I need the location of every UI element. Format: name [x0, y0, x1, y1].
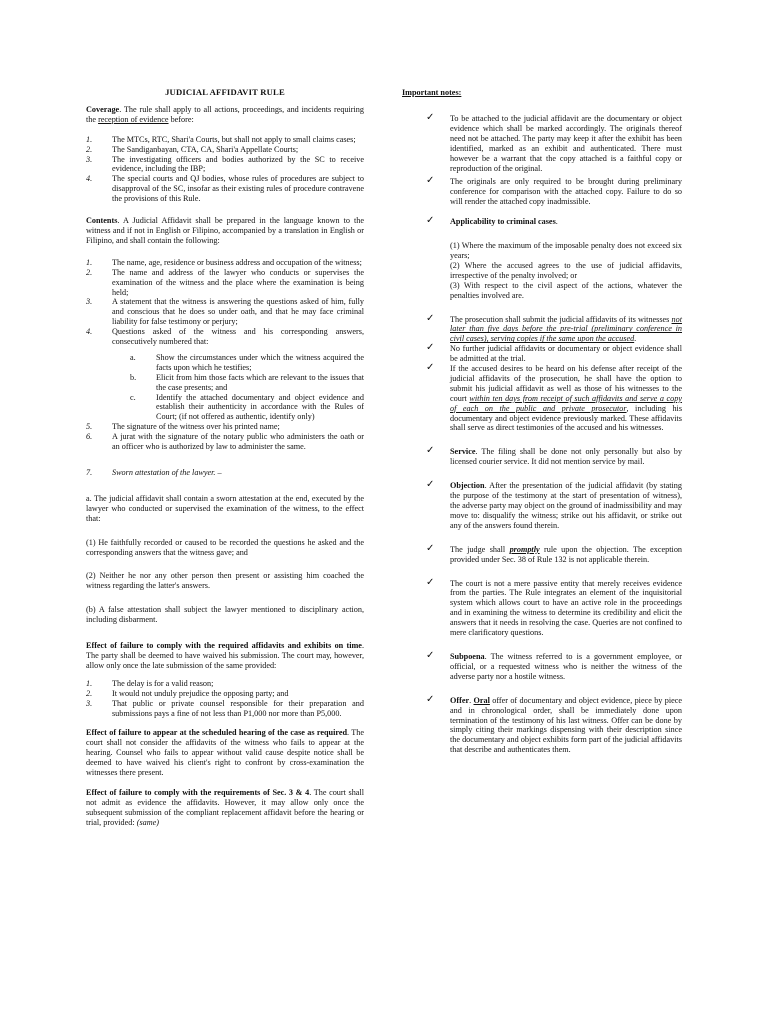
list-item: 7. Sworn attestation of the lawyer. –: [86, 468, 222, 477]
note-item: ✓ The judge shall promptly rule upon the objection. The exception provided under Sec. 38 of Rule 132 is not applicable therein.: [426, 542, 683, 564]
list-item: 4. The special courts and QJ bodies, whose rules of procedures are subject to disapproval of the SC, insofar as their existing rules of procedure contravene the provisions of this Rule.: [86, 174, 364, 204]
contents-label: Contents: [86, 216, 118, 226]
effect-failure-appear: Effect of failure to appear at the scheduled hearing of the case as required. The court shall not consider the affidavits of the witness who fails to appear at the hearing. Counsel who fails to appear without valid cause despite notice shall be deemed to have waived his client's right to confront by cross-examination the witnesses there present.: [86, 728, 364, 778]
list-item: 1. The delay is for a valid reason;: [86, 678, 214, 688]
criminal-condition: (1) Where the maximum of the imposable penalty does not exceed six years;: [450, 241, 682, 260]
list-item: 1. The name, age, residence or business address and occupation of the witness;: [86, 257, 362, 267]
note-item: ✓ Applicability to criminal cases.: [426, 215, 558, 227]
notes-label: Important notes:: [402, 88, 462, 97]
list-item: 3. That public or private counsel responsible for their preparation and submissions pays a fine of not less than P1,000 nor more than P5,000.: [86, 698, 364, 718]
attestation-b: (b) A false attestation shall subject the lawyer mentioned to disciplinary action, including disbarment.: [86, 605, 364, 625]
list-item: 2. The Sandiganbayan, CTA, CA, Shari'a Appellate Courts;: [86, 144, 299, 154]
list-item: b. Elicit from him those facts which are relevant to the issues that the case presents; and: [130, 372, 364, 392]
list-item: c. Identify the attached documentary and object evidence and establish their authenticity in accordance with the Rules of Court; (if not offered as authentic, identify only): [130, 392, 364, 422]
check-icon: ✓: [426, 649, 435, 661]
effect-late-submission: Effect of failure to comply with the required affidavits and exhibits on time. The party shall be deemed to have waived his submission. The court may, however, allow only once the late submission of the same provided:: [86, 641, 364, 670]
list-item: 5. The signature of the witness over his printed name;: [86, 422, 280, 432]
list-item: 4. Questions asked of the witness and his corresponding answers, consecutively numbered that:: [86, 327, 364, 347]
note-item: ✓ The prosecution shall submit the judicial affidavits of its witnesses not later than five days before the pre-trial (preliminary conference in civil cases), serving copies if the same upon the accused.: [426, 312, 682, 344]
check-icon: ✓: [426, 312, 435, 324]
attestation-1: (1) He faithfully recorded or caused to be recorded the questions he asked and the corresponding answers that the witness gave; and: [86, 537, 364, 557]
sub-list: [130, 353, 364, 422]
check-icon: ✓: [426, 542, 435, 554]
contents-paragraph: Contents. A Judicial Affidavit shall be prepared in the language known to the witness and if not in English or Filipino, accompanied by a translation in English or Filipino, and shall contain the following:: [86, 216, 364, 245]
check-icon: ✓: [426, 479, 435, 491]
list-item: 3. The investigating officers and bodies authorized by the SC to receive evidence, including the IBP;: [86, 154, 364, 174]
left-column: [86, 88, 364, 828]
note-item: ✓ Offer. Oral offer of documentary and object evidence, piece by piece and in chronological order, shall be immediately done upon termination of the testimony of his last witness. Offer can be done by simply citing their markings dispensing with their description since the documentary and object exhibits form part of the judicial affidavits that describe and authenticates them.: [426, 693, 683, 755]
note-item: ✓ To be attached to the judicial affidavit are the documentary or object evidence which shall be marked accordingly. The originals thereof need not be attached. The party may keep it after the exhibit has been identified, marked as an exhibit and authenticated. There must however be a warrant that the copy attached is a faithful copy or reproduction of the original.: [426, 112, 682, 173]
item-seven: [86, 468, 364, 478]
effect-failure-comply: Effect of failure to comply with the requirements of Sec. 3 & 4. The court shall not admit as evidence the affidavits. However, it may allow only once the subsequent submission of the compliant replacement affidavit before the hearing or trial, provided: (same): [86, 787, 364, 827]
contents-list-continued: [86, 422, 364, 452]
list-item: 6. A jurat with the signature of the notary public who administers the oath or an officer who is authorized by law to administer the same.: [86, 432, 364, 452]
contents-list: [86, 258, 364, 347]
note-item: ✓ The court is not a mere passive entity that merely receives evidence from the parties. The Rule integrates an element of the inquisitorial system which allows court to have an active role in the proceedings and in examining the witness to determine its credibility and elicit the answers that it needs in resolving the case. Queries are not confined to mere clarificatory questions.: [426, 576, 682, 638]
check-icon: ✓: [426, 215, 435, 227]
list-item: a. Show the circumstances under which the witness acquired the facts upon which he testifies;: [130, 352, 364, 372]
note-item: ✓ If the accused desires to be heard on his defense after receipt of the judicial affidavits of the prosecution, he shall have the option to submit his judicial affidavit as well as those of his witnesses to the court within ten days from receipt of such affidavits and serve a copy of each on the public and private prosecutor, including his documentary and object evidence previously marked. These affidavits shall serve as direct testimonies of the accused and his witnesses.: [426, 362, 683, 433]
check-icon: ✓: [426, 175, 435, 187]
list-item: 2. The name and address of the lawyer who conducts or supervises the examination of the witness and the place where the examination is being held;: [86, 267, 364, 297]
note-item: ✓ Subpoena. The witness referred to is a government employee, or official, or a requested witness who is neither the witness of the adverse party nor a hostile witness.: [426, 649, 682, 681]
check-icon: ✓: [426, 576, 435, 588]
right-column: [402, 88, 682, 755]
check-icon: ✓: [426, 445, 435, 457]
coverage-paragraph: Coverage. The rule shall apply to all actions, proceedings, and incidents requiring the reception of evidence before:: [86, 104, 364, 124]
criminal-condition: (3) With respect to the civil aspect of the actions, whatever the penalties involved are.: [450, 280, 682, 300]
effect-conditions-list: [86, 679, 364, 719]
check-icon: ✓: [426, 342, 435, 354]
list-item: 1. The MTCs, RTC, Shari'a Courts, but shall not apply to small claims cases;: [86, 134, 356, 144]
check-icon: ✓: [426, 693, 435, 705]
check-icon: ✓: [426, 362, 435, 374]
check-icon: ✓: [426, 112, 435, 123]
note-item: ✓ Objection. After the presentation of the judicial affidavit (by stating the purpose of the testimony at the start of presentation of witness), the adverse party may object on the ground of inadmissibility and may move to: disqualify the witness; strike out his affidavit, or strike out any of the answers found therein.: [426, 479, 682, 530]
note-item: ✓ No further judicial affidavits or documentary or object evidence shall be admitted at the trial.: [426, 342, 682, 364]
criminal-condition: (2) Where the accused agrees to the use of judicial affidavits, irrespective of the penalty involved; or: [450, 260, 682, 280]
page-title: JUDICIAL AFFIDAVIT RULE: [165, 87, 285, 97]
list-item: 2. It would not unduly prejudice the opposing party; and: [86, 688, 289, 698]
coverage-label: Coverage: [86, 104, 120, 114]
note-item: ✓ Service. The filing shall be done not only personally but also by licensed courier service. It did not mention service by mail.: [426, 445, 682, 467]
attestation-a: a. The judicial affidavit shall contain a sworn attestation at the end, executed by the lawyer who conducted or supervised the examination of the witness, to the effect that:: [86, 493, 364, 523]
coverage-list: [86, 135, 364, 204]
attestation-2: (2) Neither he nor any other person then present or assisting him coached the witness regarding the latter's answers.: [86, 571, 364, 591]
list-item: 3. A statement that the witness is answering the questions asked of him, fully and conscious that he does so under oath, and that he may face criminal liability for false testimony or perjury;: [86, 297, 364, 327]
note-item: ✓ The originals are only required to be brought during preliminary conference for comparison with the attached copy. Failure to do so will render the attached copy inadmissible.: [426, 175, 682, 207]
